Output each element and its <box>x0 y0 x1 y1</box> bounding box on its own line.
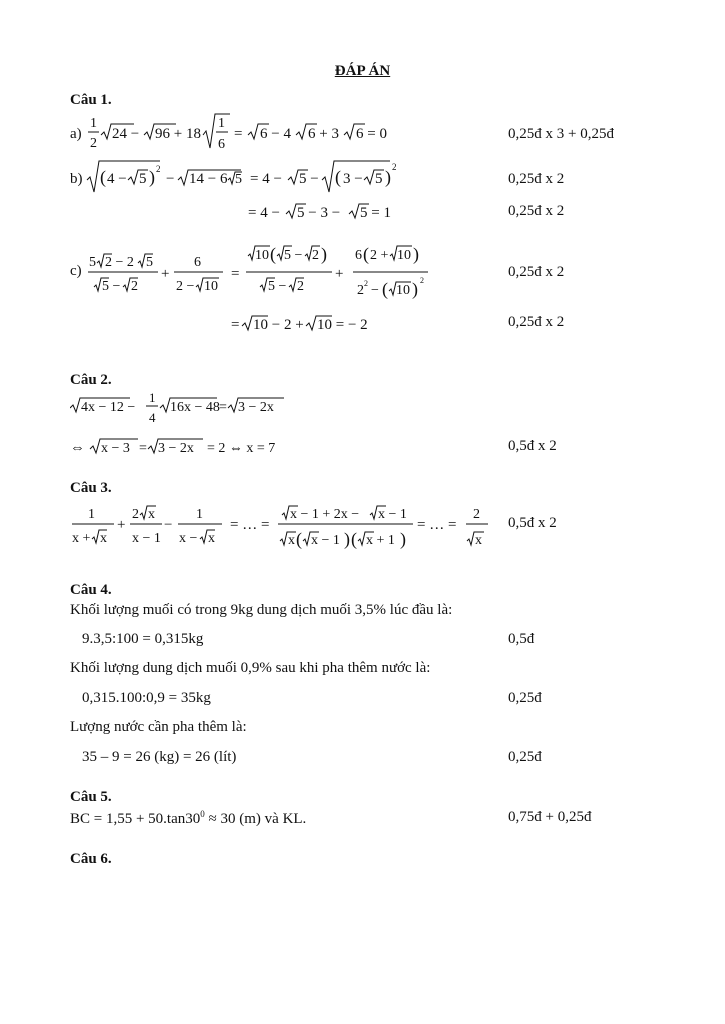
svg-text:−: − <box>166 171 175 187</box>
svg-text:x: x <box>288 533 295 548</box>
svg-text:2: 2 <box>297 279 304 294</box>
q6-heading: Câu 6. <box>70 851 112 867</box>
q2-expression-2 <box>70 434 370 460</box>
svg-text:10 = − 2: 10 = − 2 <box>317 317 368 333</box>
q4-line-1: Khối lượng muối có trong 9kg dung dịch muối 3,5% lúc đầu là: <box>70 602 453 618</box>
svg-text:5 − 3 −: 5 − 3 − <box>297 205 341 221</box>
svg-text:x: x <box>148 507 155 522</box>
svg-text:x +: x + <box>72 531 91 546</box>
svg-text:10: 10 <box>255 248 269 263</box>
q4-calc-2: 0,315.100:0,9 = 35kg <box>82 690 211 706</box>
svg-text:2: 2 <box>473 507 480 522</box>
svg-text:2: 2 <box>392 162 397 172</box>
svg-text:5: 5 <box>146 255 153 270</box>
svg-text:x: x <box>208 531 215 546</box>
svg-text:5: 5 <box>139 171 147 187</box>
svg-text:16x − 48: 16x − 48 <box>170 400 220 415</box>
svg-text:(: ( <box>363 244 369 264</box>
svg-text:): ) <box>321 244 327 264</box>
svg-text:5: 5 <box>375 171 383 187</box>
svg-text:=: = <box>231 317 240 333</box>
svg-text:2 − 2: 2 − 2 <box>105 255 134 270</box>
svg-text:10 − 2 +: 10 − 2 + <box>253 317 304 333</box>
q3-expression <box>70 496 500 558</box>
svg-text:= 4 −: = 4 − <box>248 205 280 221</box>
svg-text:2: 2 <box>90 136 97 151</box>
q2-heading: Câu 2. <box>70 372 112 388</box>
svg-text:2 −: 2 − <box>176 279 195 294</box>
q2-score: 0,5đ x 2 <box>508 438 557 454</box>
svg-text:x − 1: x − 1 <box>132 531 161 546</box>
svg-text:x −: x − <box>179 531 198 546</box>
q1b-expression-1 <box>70 158 500 198</box>
q1a-label: a) <box>70 126 82 142</box>
svg-text:1: 1 <box>218 116 225 131</box>
svg-text:=: = <box>139 441 147 456</box>
q1c-score-2: 0,25đ x 2 <box>508 314 565 330</box>
svg-text:x: x <box>475 533 482 548</box>
svg-text:4: 4 <box>149 410 156 425</box>
svg-text:(: ( <box>296 529 302 549</box>
svg-text:=: = <box>231 266 240 282</box>
svg-text:10: 10 <box>396 283 410 298</box>
svg-text:= 4 −: = 4 − <box>250 171 282 187</box>
svg-text:): ) <box>149 167 155 187</box>
svg-text:−: − <box>164 517 173 533</box>
svg-text:(: ( <box>351 529 357 549</box>
svg-text:+: + <box>161 266 170 282</box>
svg-text:= … =: = … = <box>230 517 270 533</box>
svg-text:): ) <box>412 279 418 299</box>
q3-score: 0,5đ x 2 <box>508 515 557 531</box>
svg-text:2: 2 <box>420 276 424 285</box>
svg-text:4x − 12 −: 4x − 12 − <box>81 400 136 415</box>
q1a-expression <box>70 108 500 156</box>
q1b-score-1: 0,25đ x 2 <box>508 171 565 187</box>
svg-text:5 −: 5 − <box>284 248 303 263</box>
q1b-expression-2 <box>70 198 500 226</box>
svg-text:5 = 1: 5 = 1 <box>360 205 391 221</box>
svg-text:): ) <box>413 244 419 264</box>
svg-text:6 − 4: 6 − 4 <box>260 126 291 142</box>
svg-text:x − 1 + 2x −: x − 1 + 2x − <box>290 507 360 522</box>
svg-text:2: 2 <box>357 283 364 298</box>
svg-text:5 −: 5 − <box>102 279 121 294</box>
q4-score-3: 0,25đ <box>508 749 542 765</box>
svg-text:6 = 0: 6 = 0 <box>356 126 387 142</box>
svg-text:10: 10 <box>397 248 411 263</box>
q1c-label: c) <box>70 263 82 279</box>
svg-text:1: 1 <box>88 507 95 522</box>
svg-text:2: 2 <box>132 507 139 522</box>
svg-text:x + 1: x + 1 <box>366 533 395 548</box>
svg-text:6: 6 <box>194 255 201 270</box>
q1c-score-1: 0,25đ x 2 <box>508 264 565 280</box>
q5-score: 0,75đ + 0,25đ <box>508 809 592 825</box>
svg-text:2: 2 <box>156 164 161 174</box>
page-title: ĐÁP ÁN <box>334 63 391 79</box>
svg-text:2: 2 <box>131 279 138 294</box>
svg-text:2: 2 <box>312 248 319 263</box>
q1-heading: Câu 1. <box>70 92 112 108</box>
svg-text:3 − 2x: 3 − 2x <box>158 441 194 456</box>
q1c-expression-2 <box>70 310 500 338</box>
q2-expression-1 <box>70 388 370 430</box>
q5-answer: BC = $1,55 + 50.\tan 30^0 \approx 30$ (m) và KL. <box>70 809 307 827</box>
q1b-score-2: 0,25đ x 2 <box>508 203 565 219</box>
q4-calc-1: 9.3,5:100 = 0,315kg <box>82 631 204 647</box>
svg-text:24 −: 24 − <box>112 126 140 142</box>
svg-text:x − 1: x − 1 <box>378 507 407 522</box>
svg-text:14 − 6: 14 − 6 <box>189 171 228 187</box>
svg-text:): ) <box>400 529 406 549</box>
q1a-score: 0,25đ x 3 + 0,25đ <box>508 126 614 142</box>
svg-text:=: = <box>234 126 243 142</box>
svg-text:(: ( <box>100 167 106 187</box>
svg-text:5: 5 <box>89 255 96 270</box>
svg-text:2: 2 <box>364 279 368 288</box>
q4-line-3: Lượng nước cần pha thêm là: <box>70 719 247 735</box>
q1b-label: b) <box>70 171 83 187</box>
svg-text:⇔: ⇔ <box>70 440 85 456</box>
q4-score-2: 0,25đ <box>508 690 542 706</box>
svg-text:1: 1 <box>196 507 203 522</box>
svg-text:x: x <box>100 531 107 546</box>
svg-text:(: ( <box>382 279 388 299</box>
svg-text:−: − <box>371 283 379 298</box>
svg-text:6: 6 <box>355 248 362 263</box>
svg-text:6 + 3: 6 + 3 <box>308 126 339 142</box>
svg-text:1: 1 <box>149 390 156 405</box>
q4-calc-3: 35 – 9 = 26 (kg) = 26 (lít) <box>82 749 237 765</box>
svg-text:(: ( <box>335 167 341 187</box>
svg-text:x − 3: x − 3 <box>101 441 130 456</box>
q4-line-2: Khối lượng dung dịch muối 0,9% sau khi pha thêm nước là: <box>70 660 431 676</box>
svg-text:5 −: 5 − <box>299 171 319 187</box>
svg-text:): ) <box>344 529 350 549</box>
q5-heading: Câu 5. <box>70 789 112 805</box>
svg-text:3 − 2x: 3 − 2x <box>238 400 274 415</box>
q1c-expression-1 <box>70 236 510 304</box>
svg-text:= 2 ⇔ x = 7: = 2 ⇔ x = 7 <box>207 441 276 456</box>
svg-text:2 +: 2 + <box>370 248 389 263</box>
q4-heading: Câu 4. <box>70 582 112 598</box>
svg-text:5: 5 <box>235 172 242 187</box>
svg-text:+: + <box>335 266 344 282</box>
svg-text:6: 6 <box>218 137 225 152</box>
svg-text:): ) <box>385 167 391 187</box>
svg-text:= … =: = … = <box>417 517 457 533</box>
svg-text:x − 1: x − 1 <box>311 533 340 548</box>
svg-text:+: + <box>117 517 126 533</box>
svg-text:10: 10 <box>204 279 218 294</box>
svg-text:=: = <box>219 400 227 415</box>
q4-score-1: 0,5đ <box>508 631 535 647</box>
svg-text:(: ( <box>270 244 276 264</box>
svg-text:5 −: 5 − <box>268 279 287 294</box>
svg-text:4 −: 4 − <box>107 171 127 187</box>
svg-text:1: 1 <box>90 116 97 131</box>
q3-heading: Câu 3. <box>70 480 112 496</box>
svg-text:3 −: 3 − <box>343 171 363 187</box>
svg-text:96 + 18: 96 + 18 <box>155 126 201 142</box>
